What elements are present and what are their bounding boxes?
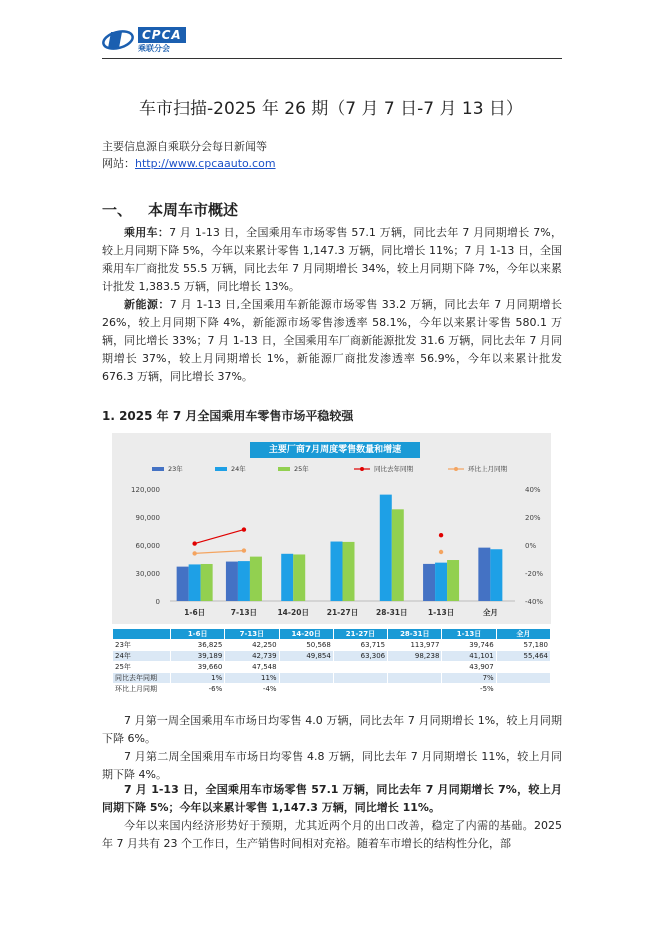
- table-cell: 63,715: [333, 640, 387, 651]
- bar: [293, 554, 305, 601]
- table-cell: 环比上月同期: [113, 684, 171, 695]
- passenger-lead: 乘用车：: [124, 226, 170, 239]
- summary-paragraph: 7 月 1-13 日，全国乘用车市场零售 57.1 万辆，同比去年 7 月同期增长 7%，较上月同期下降 5%；今年以来累计零售 1,147.3 万辆，同比增长 11%。: [102, 783, 562, 814]
- bar: [331, 542, 343, 601]
- table-cell: [333, 684, 387, 695]
- table-cell: 7-13日: [225, 629, 279, 640]
- nev-paragraph: [102, 296, 562, 386]
- chart-canvas: [112, 433, 551, 624]
- table-cell: 55,464: [496, 651, 550, 662]
- x-tick-label: 1-13日: [427, 608, 455, 617]
- table-cell: 49,854: [279, 651, 333, 662]
- table-row: [113, 651, 551, 662]
- table-cell: [496, 662, 550, 673]
- bar: [226, 562, 238, 601]
- table-cell: 同比去年同期: [113, 673, 171, 684]
- logo-text: CPCA: [138, 27, 186, 43]
- source-block: [102, 138, 276, 172]
- bar: [281, 554, 293, 601]
- website-line: [102, 155, 276, 172]
- bar: [423, 564, 435, 601]
- source-line: 主要信息源自乘联分会每日新闻等: [102, 140, 267, 153]
- document-title: 车市扫描-2025 年 26 期（7 月 7 日-7 月 13 日）: [139, 99, 523, 119]
- y-tick-label: 60,000: [135, 542, 160, 550]
- table-cell: 41,101: [442, 651, 496, 662]
- table-cell: 36,825: [171, 640, 225, 651]
- bar: [250, 557, 262, 601]
- bar: [447, 560, 459, 601]
- retail-chart: [112, 433, 551, 624]
- y-tick-label: 120,000: [131, 486, 160, 494]
- x-tick-label: 21-27日: [326, 608, 359, 617]
- table-cell: [496, 673, 550, 684]
- legend-label: 25年: [294, 465, 309, 473]
- x-tick-label: 7-13日: [230, 608, 258, 617]
- table-cell: 43,907: [442, 662, 496, 673]
- table-cell: 57,180: [496, 640, 550, 651]
- subsection-heading: 1. 2025 年 7 月全国乘用车零售市场平稳较强: [102, 409, 354, 423]
- table-cell: 24年: [113, 651, 171, 662]
- table-cell: 28-31日: [388, 629, 442, 640]
- bar: [380, 495, 392, 601]
- table-cell: [496, 684, 550, 695]
- nev-lead: 新能源：: [124, 298, 170, 311]
- series-line: [195, 530, 244, 544]
- bar: [478, 548, 490, 601]
- line-point: [439, 533, 443, 537]
- legend-swatch: [278, 467, 290, 471]
- bar: [189, 564, 201, 601]
- table-cell: 1-13日: [442, 629, 496, 640]
- table-row: [113, 640, 551, 651]
- table-cell: 63,306: [333, 651, 387, 662]
- section-number: 一、: [102, 201, 133, 219]
- table-cell: -5%: [442, 684, 496, 695]
- table-cell: 23年: [113, 640, 171, 651]
- table-cell: 1%: [171, 673, 225, 684]
- nev-text: 7 月 1-13 日,全国乘用车新能源市场零售 33.2 万辆，同比去年 7 月同期增长 26%，较上月同期下降 4%，新能源市场零售渗透率 58.1%，今年以来累计零售 580.1 万辆，同比增长 33%；7 月 1-13 日，全国乘用车厂商新能源批发 31.6 万辆，同比去年 7 月同期增长 37%，较上月同期增长 1%，新能源厂商批发渗透率 56.9%，今年以来累计批发 676.3 万辆，同比增长 37%。: [102, 298, 562, 383]
- table-row: [113, 673, 551, 684]
- legend-swatch: [152, 467, 164, 471]
- table-cell: 全月: [496, 629, 550, 640]
- y-tick-label: 0: [155, 598, 160, 606]
- table-row: [113, 684, 551, 695]
- y2-tick-label: -20%: [525, 570, 544, 578]
- bar: [435, 563, 447, 601]
- bar: [238, 561, 250, 601]
- table-cell: 42,250: [225, 640, 279, 651]
- table-cell: 42,739: [225, 651, 279, 662]
- line-point: [242, 548, 246, 552]
- logo-subtitle: 乘联分会: [138, 44, 170, 53]
- cpca-logo: [102, 26, 198, 54]
- data-table: [112, 628, 551, 695]
- page-header: [102, 24, 562, 59]
- week1-paragraph: 7 月第一周全国乘用车市场日均零售 4.0 万辆，同比去年 7 月同期增长 1%，较上月同期下降 6%。: [102, 714, 562, 745]
- table-cell: 39,746: [442, 640, 496, 651]
- table-cell: [279, 673, 333, 684]
- section-heading: [102, 199, 238, 220]
- table-cell: 47,548: [225, 662, 279, 673]
- legend-marker: [454, 467, 458, 471]
- table-header-row: [113, 629, 551, 640]
- passenger-text: 7 月 1-13 日，全国乘用车市场零售 57.1 万辆，同比去年 7 月同期增长 7%，较上月同期下降 5%，今年以来累计零售 1,147.3 万辆，同比增长 11%；7 月 1-13 日，全国乘用车厂商批发 55.5 万辆，同比去年 7 月同期增长 34%，较上月同期下降 7%，今年以来累计批发 1,383.5 万辆，同比增长 13%。: [102, 226, 562, 293]
- table-cell: [279, 662, 333, 673]
- table-cell: 50,568: [279, 640, 333, 651]
- legend-marker: [360, 467, 364, 471]
- table-cell: 1-6日: [171, 629, 225, 640]
- table-cell: [333, 673, 387, 684]
- y-tick-label: 30,000: [135, 570, 160, 578]
- table-cell: [333, 662, 387, 673]
- table-cell: [113, 629, 171, 640]
- table-cell: -6%: [171, 684, 225, 695]
- y2-tick-label: 20%: [525, 514, 541, 522]
- table-cell: 39,660: [171, 662, 225, 673]
- x-tick-label: 1-6日: [184, 608, 206, 617]
- bar: [343, 542, 355, 601]
- x-tick-label: 28-31日: [376, 608, 408, 617]
- bar: [392, 509, 404, 601]
- legend-label: 环比上月同期: [468, 465, 507, 473]
- bar: [201, 564, 213, 601]
- table-cell: 98,238: [388, 651, 442, 662]
- table-cell: 14-20日: [279, 629, 333, 640]
- y2-tick-label: 0%: [525, 542, 537, 550]
- bar: [177, 567, 189, 601]
- table-cell: [388, 684, 442, 695]
- website-label: 网站：: [102, 157, 135, 170]
- legend-label: 同比去年同期: [374, 465, 413, 473]
- legend-label: 24年: [231, 465, 246, 473]
- table-row: [113, 662, 551, 673]
- website-link[interactable]: http://www.cpcaauto.com: [135, 157, 276, 170]
- y-tick-label: 90,000: [135, 514, 160, 522]
- line-point: [242, 527, 246, 531]
- table-cell: 11%: [225, 673, 279, 684]
- week2-paragraph: 7 月第二周全国乘用车市场日均零售 4.8 万辆，同比去年 7 月同期增长 11%，较上月同期下降 4%。: [102, 750, 562, 781]
- table-cell: 7%: [442, 673, 496, 684]
- chart-title: 主要厂商7月周度零售数量和增速: [250, 442, 420, 458]
- outlook-paragraph: 今年以来国内经济形势好于预期，尤其近两个月的出口改善，稳定了内需的基础。2025 年 7 月共有 23 个工作日，生产销售时间相对充裕。随着车市增长的结构性分化，部: [102, 819, 562, 850]
- table-cell: 21-27日: [333, 629, 387, 640]
- y2-tick-label: -40%: [525, 598, 544, 606]
- line-point: [439, 550, 443, 554]
- table-cell: -4%: [225, 684, 279, 695]
- cpca-emblem-icon: [102, 26, 136, 52]
- series-line: [195, 551, 244, 554]
- passenger-paragraph: [102, 224, 562, 296]
- section-title: 本周车市概述: [148, 201, 239, 219]
- x-tick-label: 14-20日: [277, 608, 309, 617]
- bar: [490, 549, 502, 601]
- table-cell: 113,977: [388, 640, 442, 651]
- legend-swatch: [215, 467, 227, 471]
- x-tick-label: 全月: [482, 608, 498, 617]
- y2-tick-label: 40%: [525, 486, 541, 494]
- legend-label: 23年: [168, 465, 183, 473]
- table-cell: 39,189: [171, 651, 225, 662]
- table-cell: [279, 684, 333, 695]
- table-cell: 25年: [113, 662, 171, 673]
- table-cell: [388, 673, 442, 684]
- table-cell: [388, 662, 442, 673]
